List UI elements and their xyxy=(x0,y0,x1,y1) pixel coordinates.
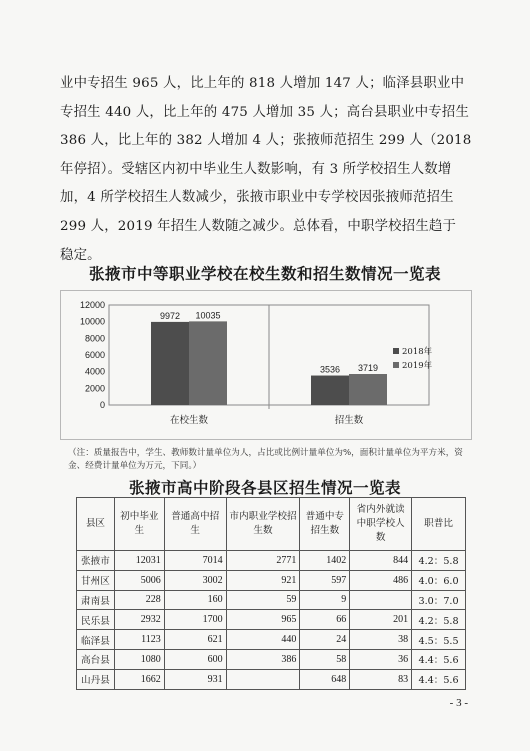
paragraph-line: 业中专招生 965 人，比上年的 818 人增加 147 人；临泽县职业中 xyxy=(60,76,465,91)
header-cell: 职普比 xyxy=(412,498,466,551)
ratio-cell: 4.4：5.6 xyxy=(412,649,466,669)
value-cell: 965 xyxy=(226,610,300,630)
district-cell: 民乐县 xyxy=(77,610,115,630)
value-cell: 386 xyxy=(226,649,300,669)
ratio-cell: 4.5：5.5 xyxy=(412,630,466,650)
district-cell: 临泽县 xyxy=(77,630,115,650)
value-cell: 1700 xyxy=(164,610,226,630)
value-cell: 36 xyxy=(350,649,412,669)
value-cell: 1662 xyxy=(114,669,164,689)
header-cell: 县区 xyxy=(77,498,115,551)
legend-label: 2019年 xyxy=(402,361,433,371)
y-tick-label: 8000 xyxy=(84,333,105,344)
data-label: 3536 xyxy=(319,364,341,375)
value-cell: 921 xyxy=(226,570,300,590)
value-cell xyxy=(226,669,300,689)
value-cell: 24 xyxy=(300,630,350,650)
value-cell: 83 xyxy=(350,669,412,689)
value-cell: 59 xyxy=(226,590,300,610)
value-cell xyxy=(350,590,412,610)
paragraph-line: 加，4 所学校招生人数减少，张掖市职业中专学校因张掖师范招生 xyxy=(60,190,454,206)
ratio-cell: 3.0：7.0 xyxy=(412,590,466,610)
value-cell: 486 xyxy=(350,570,412,590)
enrollment-table xyxy=(76,497,466,690)
bar-2018 xyxy=(311,376,349,405)
y-tick-label: 2000 xyxy=(84,383,105,394)
y-tick-label: 0 xyxy=(99,400,105,410)
value-cell: 2771 xyxy=(226,551,300,571)
chart-title: 张掖市中等职业学校在校生数和招生数情况一览表 xyxy=(88,264,441,283)
table-row xyxy=(77,551,466,571)
value-cell: 228 xyxy=(114,590,164,610)
bar-chart xyxy=(60,290,472,440)
ratio-cell: 4.2：5.8 xyxy=(412,551,466,571)
bar-2019 xyxy=(349,374,387,405)
header-cell: 省内外就读中职学校人数 xyxy=(350,498,412,551)
district-cell: 甘州区 xyxy=(77,570,115,590)
header-cell: 初中毕业生 xyxy=(114,498,164,551)
district-cell: 肃南县 xyxy=(77,590,115,610)
district-cell: 山丹县 xyxy=(77,669,115,689)
chart-note: （注：质量报告中，学生、教师数计量单位为人，占比或比例计量单位为%，面积计量单位为平方米，资金、经费计量单位为万元，下同。） xyxy=(68,448,463,471)
value-cell: 1080 xyxy=(114,649,164,669)
value-cell: 1402 xyxy=(300,551,350,571)
value-cell: 58 xyxy=(300,649,350,669)
ratio-cell: 4.4：5.6 xyxy=(412,669,466,689)
value-cell: 844 xyxy=(350,551,412,571)
y-tick-label: 10000 xyxy=(79,316,105,327)
table-row xyxy=(77,649,466,669)
legend-swatch xyxy=(393,362,399,368)
table-row xyxy=(77,590,466,610)
table-header-row xyxy=(77,498,466,551)
paragraph-line: 386 人，比上年的 382 人增加 4 人；张掖师范招生 299 人（2018 xyxy=(60,133,472,149)
value-cell: 3002 xyxy=(164,570,226,590)
bar-2018 xyxy=(151,322,189,405)
y-tick-label: 12000 xyxy=(79,300,105,310)
body-paragraph xyxy=(60,70,475,270)
value-cell: 621 xyxy=(164,630,226,650)
value-cell: 648 xyxy=(300,669,350,689)
paragraph-line: 299 人，2019 年招生人数随之减少。总体看，中职学校招生趋于 xyxy=(60,218,457,234)
value-cell: 160 xyxy=(164,590,226,610)
legend-label: 2018年 xyxy=(402,347,433,357)
value-cell: 931 xyxy=(164,669,226,689)
legend-swatch xyxy=(393,348,399,354)
district-cell: 张掖市 xyxy=(77,551,115,571)
ratio-cell: 4.0：6.0 xyxy=(412,570,466,590)
x-category-label: 招生数 xyxy=(334,415,364,426)
data-label: 10035 xyxy=(195,310,221,321)
table-title: 张掖市高中阶段各县区招生情况一览表 xyxy=(128,478,401,497)
bar-chart-svg xyxy=(61,291,473,441)
data-label: 9972 xyxy=(159,310,181,321)
paragraph-line: 专招生 440 人，比上年的 475 人增加 35 人；高台县职业中专招生 xyxy=(60,104,470,120)
value-cell: 597 xyxy=(300,570,350,590)
x-category-label: 在校生数 xyxy=(169,415,209,426)
value-cell: 5006 xyxy=(114,570,164,590)
table-row xyxy=(77,669,466,689)
header-cell: 市内职业学校招生数 xyxy=(226,498,300,551)
table-row xyxy=(77,570,466,590)
page-number: - 3 - xyxy=(449,697,468,709)
paragraph-line: 年停招）。受辖区内初中毕业生人数影响，有 3 所学校招生人数增 xyxy=(60,161,452,177)
value-cell: 2932 xyxy=(114,610,164,630)
value-cell: 66 xyxy=(300,610,350,630)
table-row xyxy=(77,630,466,650)
value-cell: 9 xyxy=(300,590,350,610)
value-cell: 201 xyxy=(350,610,412,630)
value-cell: 440 xyxy=(226,630,300,650)
header-cell: 普通高中招生 xyxy=(164,498,226,551)
value-cell: 38 xyxy=(350,630,412,650)
ratio-cell: 4.2：5.8 xyxy=(412,610,466,630)
paragraph-line: 稳定。 xyxy=(60,247,101,263)
table-row xyxy=(77,610,466,630)
data-label: 3719 xyxy=(357,363,379,374)
district-cell: 高台县 xyxy=(77,649,115,669)
header-cell: 普通中专招生数 xyxy=(300,498,350,551)
value-cell: 600 xyxy=(164,649,226,669)
y-tick-label: 6000 xyxy=(84,350,105,360)
value-cell: 7014 xyxy=(164,551,226,571)
value-cell: 12031 xyxy=(114,551,164,571)
bar-2019 xyxy=(189,321,227,405)
value-cell: 1123 xyxy=(114,630,164,650)
y-tick-label: 4000 xyxy=(84,366,105,377)
